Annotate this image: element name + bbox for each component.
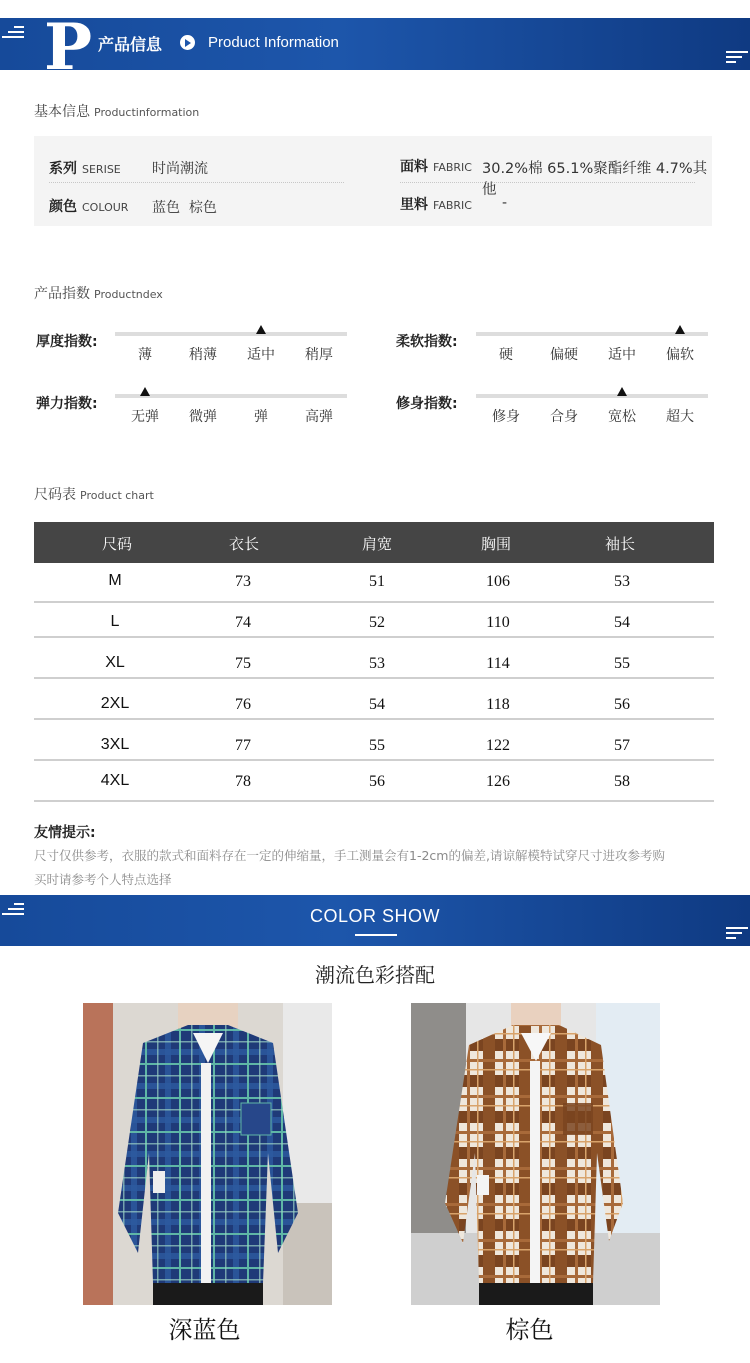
- divider: [49, 182, 344, 183]
- thickness-label: 厚度指数:: [36, 334, 98, 350]
- divider: [400, 182, 695, 183]
- cell-shoulder: 51: [369, 573, 385, 590]
- color-key: [49, 196, 128, 216]
- cell-length: 78: [235, 773, 251, 790]
- cell-chest: 122: [486, 737, 510, 754]
- fabric-key: [400, 156, 472, 176]
- tips-text-line: 尺寸仅供参考，衣服的款式和面料存在一定的伸缩量，手工测量会有1-2cm的偏差,请谅解模特试穿尺寸进攻参考购: [34, 848, 665, 863]
- fit-option: 合身: [550, 409, 578, 425]
- size-table-header: [34, 522, 714, 563]
- cell-length: 75: [235, 655, 251, 672]
- softness-marker-icon: [675, 325, 685, 334]
- table-row: [34, 680, 714, 720]
- stripe-decoration: [2, 26, 24, 41]
- row-divider: [34, 759, 714, 761]
- cell-sleeve: 57: [614, 737, 630, 754]
- cell-length: 77: [235, 737, 251, 754]
- heading-cn: 尺码表: [34, 487, 76, 503]
- key-label-en: FABRIC: [433, 199, 472, 212]
- row-divider: [34, 677, 714, 679]
- cell-length: 76: [235, 696, 251, 713]
- banner-title-en: Product Information: [208, 34, 339, 51]
- thickness-option: 薄: [138, 347, 152, 363]
- thickness-option: 稍薄: [189, 347, 217, 363]
- product-info-banner: [0, 18, 750, 70]
- heading-en: Productinformation: [94, 106, 200, 119]
- cell-size: 3XL: [100, 736, 130, 753]
- header-cell: 袖长: [604, 535, 635, 553]
- color-show-title: COLOR SHOW: [309, 906, 440, 926]
- header-cell: 胸围: [480, 535, 511, 553]
- cell-sleeve: 53: [614, 573, 630, 590]
- header-cell: 衣长: [228, 535, 259, 553]
- cell-shoulder: 54: [369, 696, 385, 713]
- cell-size: 2XL: [100, 695, 130, 712]
- elasticity-label: 弹力指数:: [36, 396, 98, 412]
- series-key: [49, 158, 121, 178]
- elasticity-option: 高弹: [305, 409, 333, 425]
- size-chart-heading: [34, 484, 154, 504]
- elasticity-option: 无弹: [131, 409, 159, 425]
- product-photo-brown: [411, 1003, 660, 1305]
- softness-option: 适中: [608, 347, 636, 363]
- header-cell: 肩宽: [361, 535, 392, 553]
- heading-cn: 产品指数: [34, 286, 90, 302]
- elasticity-option: 微弹: [189, 409, 217, 425]
- table-row: [34, 721, 714, 761]
- color-show-subtitle: 潮流色彩搭配: [315, 963, 435, 987]
- product-photo-navy: [83, 1003, 332, 1305]
- cell-size: XL: [105, 654, 125, 671]
- softness-label: 柔软指数:: [396, 334, 458, 350]
- color-value: 蓝色 棕色: [152, 200, 217, 216]
- fit-label: 修身指数:: [396, 396, 458, 412]
- series-value: 时尚潮流: [152, 161, 208, 177]
- cell-chest: 114: [486, 655, 510, 672]
- cell-shoulder: 55: [369, 737, 385, 754]
- stripe-decoration: [726, 51, 748, 66]
- lining-value: -: [502, 195, 508, 211]
- cell-shoulder: 56: [369, 773, 385, 790]
- fit-marker-icon: [617, 387, 627, 396]
- cell-shoulder: 53: [369, 655, 385, 672]
- key-label: 系列: [49, 161, 77, 177]
- tips-text-line: 买时请参考个人特点选择: [34, 872, 172, 887]
- cell-chest: 126: [486, 773, 510, 790]
- stripe-decoration: [726, 927, 748, 942]
- thickness-option: 稍厚: [305, 347, 333, 363]
- softness-option: 硬: [499, 347, 513, 363]
- key-label-en: COLOUR: [82, 201, 129, 214]
- heading-cn: 基本信息: [34, 104, 90, 120]
- cell-size: 4XL: [100, 772, 130, 789]
- row-divider: [34, 636, 714, 638]
- tips-title: 友情提示:: [34, 825, 96, 841]
- key-label: 面料: [400, 159, 428, 175]
- elasticity-marker-icon: [140, 387, 150, 396]
- table-row: [34, 563, 714, 603]
- product-index-heading: [34, 283, 163, 303]
- heading-en: Productndex: [94, 288, 163, 301]
- fit-track: [476, 394, 708, 398]
- fit-option: 超大: [666, 409, 694, 425]
- lining-key: [400, 194, 472, 214]
- model-illustration: [411, 1003, 660, 1305]
- softness-option: 偏软: [666, 347, 694, 363]
- softness-option: 偏硬: [550, 347, 578, 363]
- title-underline: [355, 934, 397, 936]
- cell-chest: 110: [486, 614, 510, 631]
- cell-length: 74: [235, 614, 251, 631]
- softness-track: [476, 332, 708, 336]
- table-row: [34, 639, 714, 679]
- cell-chest: 106: [486, 573, 510, 590]
- basic-info-box: [34, 136, 712, 226]
- banner-title-cn: 产品信息: [98, 35, 163, 54]
- thickness-option: 适中: [247, 347, 275, 363]
- cell-sleeve: 55: [614, 655, 630, 672]
- table-row: [34, 598, 714, 638]
- basic-info-heading: [34, 101, 199, 121]
- play-arrow-icon: [180, 35, 195, 50]
- fit-option: 修身: [492, 409, 520, 425]
- elasticity-option: 弹: [254, 409, 268, 425]
- key-label: 里料: [400, 197, 428, 213]
- logo-letter: P: [44, 18, 93, 70]
- cell-sleeve: 54: [614, 614, 630, 631]
- heading-en: Product chart: [80, 489, 154, 502]
- cell-shoulder: 52: [369, 614, 385, 631]
- cell-sleeve: 56: [614, 696, 630, 713]
- row-divider: [34, 718, 714, 720]
- caption-brown: 棕色: [505, 1316, 554, 1344]
- cell-length: 73: [235, 573, 251, 590]
- row-divider: [34, 800, 714, 802]
- caption-navy: 深蓝色: [168, 1316, 241, 1344]
- cell-size: M: [108, 572, 122, 589]
- key-label-en: FABRIC: [433, 161, 472, 174]
- model-illustration: [83, 1003, 332, 1305]
- thickness-marker-icon: [256, 325, 266, 334]
- color-show-banner: [0, 895, 750, 946]
- table-row: [34, 762, 714, 802]
- cell-size: L: [110, 613, 120, 630]
- thickness-track: [115, 332, 347, 336]
- key-label: 颜色: [49, 199, 77, 215]
- key-label-en: SERISE: [82, 163, 121, 176]
- cell-sleeve: 58: [614, 773, 630, 790]
- fit-option: 宽松: [608, 409, 636, 425]
- header-cell: 尺码: [101, 535, 132, 553]
- fabric-value: 30.2%棉 65.1%聚酯纤维 4.7%其他: [482, 161, 708, 198]
- cell-chest: 118: [486, 696, 510, 713]
